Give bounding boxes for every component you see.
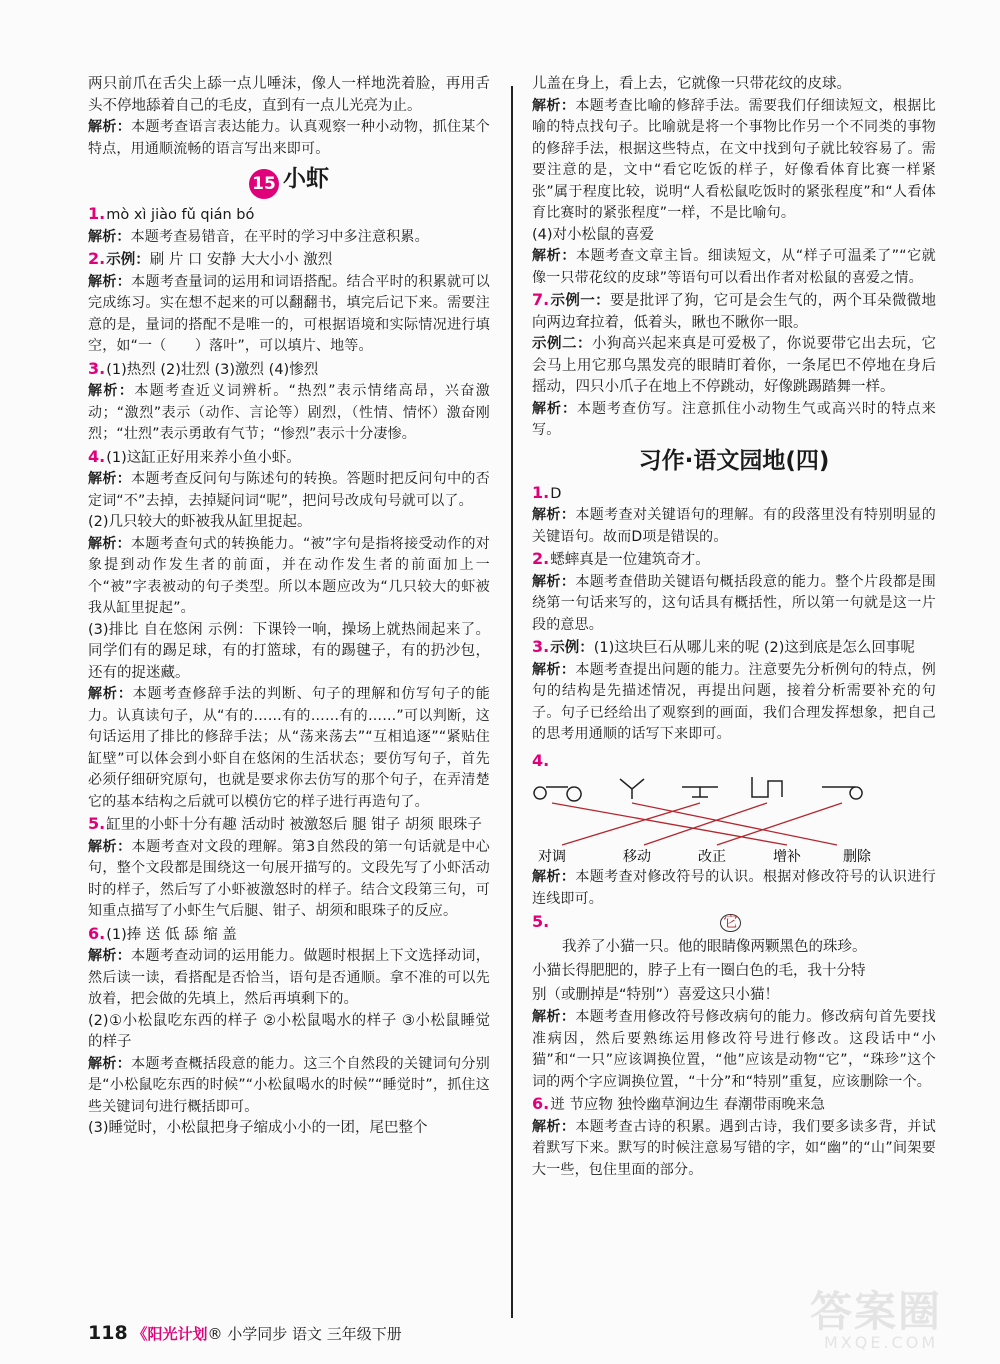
analysis-text: 本题考查比喻的修辞手法。需要我们仔细读短文，根据比喻的特点找句子。比喻就是将一个事物比作另一个不同类的事物的修辞手法，根据这些特点，在文中找到句子就比较容易了。需要注意的是，文中“看它吃饭的样子，好像看体育比赛一样紧张”属于程度比较，说明“人看松鼠吃饭时的紧张程度”和“人看体育比赛时的紧张程度”一样，不是比喻句。: [532, 97, 936, 221]
analysis-paragraph: [88, 534, 490, 620]
symbol-meaning-label: 增补: [773, 849, 801, 865]
analysis-label: 解析：: [88, 535, 131, 552]
analysis-label: 解析：: [88, 948, 132, 964]
analysis-label: 解析：: [532, 400, 577, 417]
answer-item: [88, 923, 490, 947]
analysis-text: 本题考查文章主旨。细读短文，从“样子可温柔了”“它就像一只带花纹的皮球”等语句可以看出作者对松鼠的喜爱之情。: [532, 248, 936, 286]
analysis-paragraph: [532, 1007, 936, 1093]
analysis-text: 本题考查概括段意的能力。这三个自然段的关键词句分别是“小松鼠吃东西的时候”“小松鼠喝水的时候”“睡觉时”，抓住这些关键词句进行概括即可。: [88, 1055, 490, 1115]
analysis-paragraph: [88, 469, 490, 512]
analysis-paragraph: [88, 227, 490, 249]
analysis-label: 解析：: [532, 97, 576, 114]
question-number: 2.: [532, 549, 550, 568]
analysis-label: 解析：: [88, 119, 132, 135]
example-label: 示例一：: [550, 293, 610, 309]
answer-text: 小狗高兴起来真是可爱极了，你说要带它出去玩，它会马上用它那乌黑发亮的眼睛盯着你，一条尾巴不停地在身后摇动，四只小爪子在地上不停跳动，好像跳踢踏舞一样。: [532, 336, 937, 395]
question-number: 2.: [88, 249, 106, 268]
page-footer: [88, 1322, 402, 1344]
analysis-paragraph: [532, 1117, 936, 1182]
analysis-text: 本题考查易错音，在平时的学习中多注意积累。: [130, 228, 429, 245]
analysis-text: 本题考查近义词辨析。“热烈”表示情绪高昂，兴奋激动；“激烈”表示（动作、言论等）剧烈，（性情、情怀）激奋刚烈；“壮烈”表示勇敢有气节；“惨烈”表示十分凄惨。: [88, 383, 490, 442]
answer-text: (2)①小松鼠吃东西的样子 ②小松鼠喝水的样子 ③小松鼠睡觉的样子: [88, 1012, 490, 1050]
analysis-label: 解析：: [88, 471, 132, 487]
question-number: 6.: [532, 1094, 550, 1113]
answer-item: [88, 813, 490, 837]
answer-text: 缸里的小虾十分有趣 活动时 被激怒后 腿 钳子 胡须 眼珠子: [106, 817, 482, 833]
analysis-label: 解析：: [532, 507, 576, 523]
analysis-label: 解析：: [88, 686, 133, 702]
answer-text: (3)排比 自在悠闲 示例：下课铃一响，操场上就热闹起来了。同学们有的踢足球，有的打篮球，有的踢毽子，有的扔沙包，还有的捉迷藏。: [88, 621, 490, 681]
answer-item: [532, 1093, 936, 1117]
analysis-paragraph: [532, 867, 936, 910]
answer-text: (1)这块巨石从哪儿来的呢 (2)这到底是怎么回事呢: [593, 640, 915, 656]
analysis-label: 解析：: [532, 1118, 576, 1135]
revision-symbol-1: [534, 787, 581, 801]
analysis-paragraph: [88, 684, 490, 813]
answer-item: [532, 482, 936, 506]
analysis-label: 解析：: [88, 383, 135, 399]
question-number: 5.: [88, 814, 106, 833]
analysis-paragraph: [88, 837, 490, 923]
answer-paragraph: [88, 512, 490, 534]
insert-mark: 它: [720, 914, 741, 932]
brand-name: 《阳光计划: [132, 1325, 208, 1343]
revision-symbol-2: [620, 779, 644, 799]
right-column: [532, 74, 936, 1181]
analysis-text: 本题考查古诗的积累。遇到古诗，我们要多读多背，并试着默写下来。默写的时候注意易写错的字，如“幽”的“山”间架要大一些，包住里面的部分。: [532, 1118, 936, 1178]
answer-paragraph: [88, 74, 490, 117]
answer-item: [88, 446, 490, 470]
edited-line-1: 我养了小猫一只。他的眼睛像两颗黑色的珠珍。: [562, 939, 867, 955]
question-number: 3.: [532, 637, 550, 656]
answer-text: 两只前爪在舌尖上舔一点儿唾沫，像人一样地洗着脸，再用舌头不停地舔着自己的毛皮，直到有一点儿光亮为止。: [88, 76, 490, 114]
answer-text: (3)睡觉时，小松鼠把身子缩成小小的一团，尾巴整个: [88, 1120, 428, 1136]
watermark-text: 答案圈: [810, 1287, 943, 1336]
question-number: 4.: [532, 750, 550, 770]
analysis-text: 本题考查对修改符号的认识。根据对修改符号的认识进行连线即可。: [532, 869, 936, 907]
section-title-text: 小虾: [283, 166, 329, 192]
analysis-text: 本题考查借助关键语句概括段意的能力。整个片段都是围绕第一句话来写的，这句话具有概括性，所以第一句就是这一片段的意思。: [532, 573, 936, 633]
revision-symbols-matching: [532, 750, 936, 866]
analysis-paragraph: [532, 572, 936, 637]
analysis-label: 解析：: [88, 228, 131, 245]
answer-paragraph: [532, 74, 936, 96]
answer-text: (1)捧 送 低 舔 缩 盖: [106, 926, 237, 943]
analysis-text: 本题考查对关键语句的理解。有的段落里没有特别明显的关键语句。故而D项是错误的。: [532, 507, 936, 545]
revision-symbol-3: [682, 787, 718, 797]
analysis-label: 解析：: [532, 869, 576, 885]
analysis-paragraph: [532, 96, 936, 225]
analysis-paragraph: [532, 660, 936, 746]
analysis-label: 解析：: [532, 661, 576, 678]
analysis-label: 解析：: [532, 1009, 576, 1025]
question-number: 6.: [88, 923, 106, 943]
answer-text: D: [550, 485, 562, 502]
revision-symbol-5: [822, 787, 862, 799]
analysis-paragraph: [88, 272, 490, 358]
answer-text: (1)热烈 (2)壮烈 (3)激烈 (4)惨烈: [106, 361, 319, 378]
symbol-meaning-label: 改正: [698, 849, 726, 865]
answer-item: [532, 548, 936, 572]
question-number: 1.: [532, 482, 550, 502]
symbol-meaning-label: 删除: [843, 849, 871, 865]
answer-text: 蟋蟀真是一位建筑奇才。: [550, 552, 710, 568]
answer-text: 迸 节应物 独怜幽草涧边生 春潮带雨晚来急: [550, 1097, 826, 1113]
symbol-meaning-label: 移动: [623, 849, 651, 865]
watermark: [810, 1287, 960, 1360]
analysis-label: 解析：: [88, 273, 132, 290]
answer-text: mò xì jiào fǔ qián bó: [106, 207, 255, 223]
answer-text: 刷 片 口 安静 大大小小 激烈: [149, 252, 333, 268]
matching-line-3: [562, 803, 700, 845]
question-number: 7.: [532, 290, 550, 309]
example-label: 示例二：: [532, 336, 592, 352]
question-number: 5.: [532, 912, 550, 931]
analysis-text: 本题考查反问句与陈述句的转换。答题时把反问句中的否定词“不”去掉，去掉疑问词“呢”，把问号改成句号就可以了。: [88, 471, 490, 509]
column-divider: [511, 86, 513, 1318]
analysis-paragraph: [532, 246, 936, 289]
analysis-paragraph: [88, 946, 490, 1011]
lesson-number-badge: 15: [249, 169, 279, 199]
analysis-label: 解析：: [88, 1055, 132, 1072]
analysis-text: 本题考查句式的转换能力。“被”字句是指将接受动作的对象提到动作发生者的前面，并在动作发生者的前面加上一个“被”字表被动的句子类型。所以本题应改为“几只较大的虾被我从缸里捉起”。: [88, 535, 490, 616]
answer-item: [88, 248, 490, 272]
watermark-url: MXQE.COM: [824, 1333, 939, 1352]
revision-symbol-4: [752, 777, 782, 797]
analysis-label: 解析：: [88, 838, 132, 855]
analysis-text: 本题考查仿写。注意抓住小动物生气或高兴时的特点来写。: [532, 400, 936, 438]
question-number: 3.: [88, 358, 106, 378]
answer-item: [88, 358, 490, 382]
example-label: 示例：: [550, 640, 594, 656]
book-title: ® 小学同步 语文 三年级下册: [207, 1325, 402, 1343]
answer-paragraph: [532, 334, 936, 399]
analysis-paragraph: [532, 505, 936, 548]
left-column: [88, 74, 490, 1140]
answer-paragraph: [88, 1118, 490, 1140]
analysis-text: 本题考查修辞手法的判断、句子的理解和仿写句子的能力。认真读句子，从“有的……有的……有的……”可以判断，这句话运用了排比的修辞手法；从“荡来荡去”“互相追逐”“紧贴住缸壁”可以体会到小虾自在悠闲的生活状态；要仿写句子，首先必须仔细研究原句，也就是要求你去仿写的那个句子，在弄清楚它的基本结构之后就可以模仿它的样子进行再造句了。: [88, 686, 490, 810]
answer-text: (4)对小松鼠的喜爱: [532, 226, 655, 243]
sentence-editing-exercise: [532, 910, 936, 1007]
edited-line-2: 小猫长得肥肥的，脖子上有一圈白色的毛，我十分特: [532, 963, 866, 979]
answer-item: [532, 289, 936, 334]
answer-text: (2)几只较大的虾被我从缸里捉起。: [88, 514, 312, 530]
symbol-meaning-label: 对调: [538, 849, 566, 865]
answer-item: [88, 203, 490, 227]
analysis-paragraph: [88, 1054, 490, 1119]
section-title-text: 习作·语文园地(四): [638, 447, 830, 474]
answer-paragraph: [88, 1011, 490, 1054]
analysis-text: 本题考查提出问题的能力。注意要先分析例句的特点，例句的结构是先描述情况，再提出问题，接着分析需要补充的句子。句子已经给出了观察到的画面，我们合理发挥想象，把自己的思考用通顺的话写下来即可。: [532, 661, 936, 742]
analysis-text: 本题考查量词的运用和词语搭配。结合平时的积累就可以完成练习。实在想不起来的可以翻翻书，填完后记下来。需要注意的是，量词的搭配不是唯一的，可根据语境和实际情况进行填空，如“一（ ）落叶”，可以填片、地等。: [88, 273, 490, 354]
section-title: [88, 162, 490, 199]
matching-diagram: [532, 773, 936, 865]
example-label: 示例：: [106, 252, 150, 268]
edited-line-3: 别（或删掉是“特别”）喜爱这只小猫！: [532, 987, 780, 1003]
analysis-label: 解析：: [532, 248, 576, 264]
analysis-label: 解析：: [532, 573, 576, 590]
page-number: 118: [88, 1322, 128, 1344]
analysis-text: 本题考查用修改符号修改病句的能力。修改病句首先要找准病因，然后要熟练运用修改符号进行修改。这段话中“小猫”和“一只”应该调换位置，“他”应该是动物“它”，“珠珍”这个词的两个字应调换位置，“十分”和“特别”重复，应该删除一个。: [532, 1009, 936, 1090]
answer-text: 儿盖在身上，看上去，它就像一只带花纹的皮球。: [532, 76, 851, 92]
section-title: [532, 444, 936, 478]
question-number: 4.: [88, 446, 106, 466]
answer-paragraph: [532, 225, 936, 247]
analysis-paragraph: [88, 117, 490, 160]
answer-text: (1)这缸正好用来养小鱼小虾。: [106, 449, 301, 466]
analysis-paragraph: [532, 399, 936, 442]
analysis-text: 本题考查动词的运用能力。做题时根据上下文选择动词，然后读一读，看搭配是否恰当，语句是否通顺。拿不准的可以先放着，把会做的先填上，然后再填剩下的。: [88, 948, 490, 1007]
answer-paragraph: [88, 620, 490, 685]
analysis-paragraph: [88, 381, 490, 446]
analysis-text: 本题考查对文段的理解。第3自然段的第一句话就是中心句，整个文段都是围绕这一句展开描写的。文段先写了小虾活动时的样子，然后写了小虾被激怒时的样子。结合文段第三句，可知重点描写了小虾生气后腿、钳子、胡须和眼珠子的反应。: [88, 838, 490, 919]
analysis-text: 本题考查语言表达能力。认真观察一种小动物，抓住某个特点，用通顺流畅的语言写出来即可。: [88, 119, 490, 157]
matching-line-1: [552, 803, 787, 845]
question-number: 1.: [88, 204, 106, 223]
answer-text: 要是批评了狗，它可是会生气的，两个耳朵微微地向两边耷拉着，低着头，瞅也不瞅你一眼。: [532, 293, 937, 331]
editing-header: [532, 910, 936, 935]
answer-item: [532, 636, 936, 660]
